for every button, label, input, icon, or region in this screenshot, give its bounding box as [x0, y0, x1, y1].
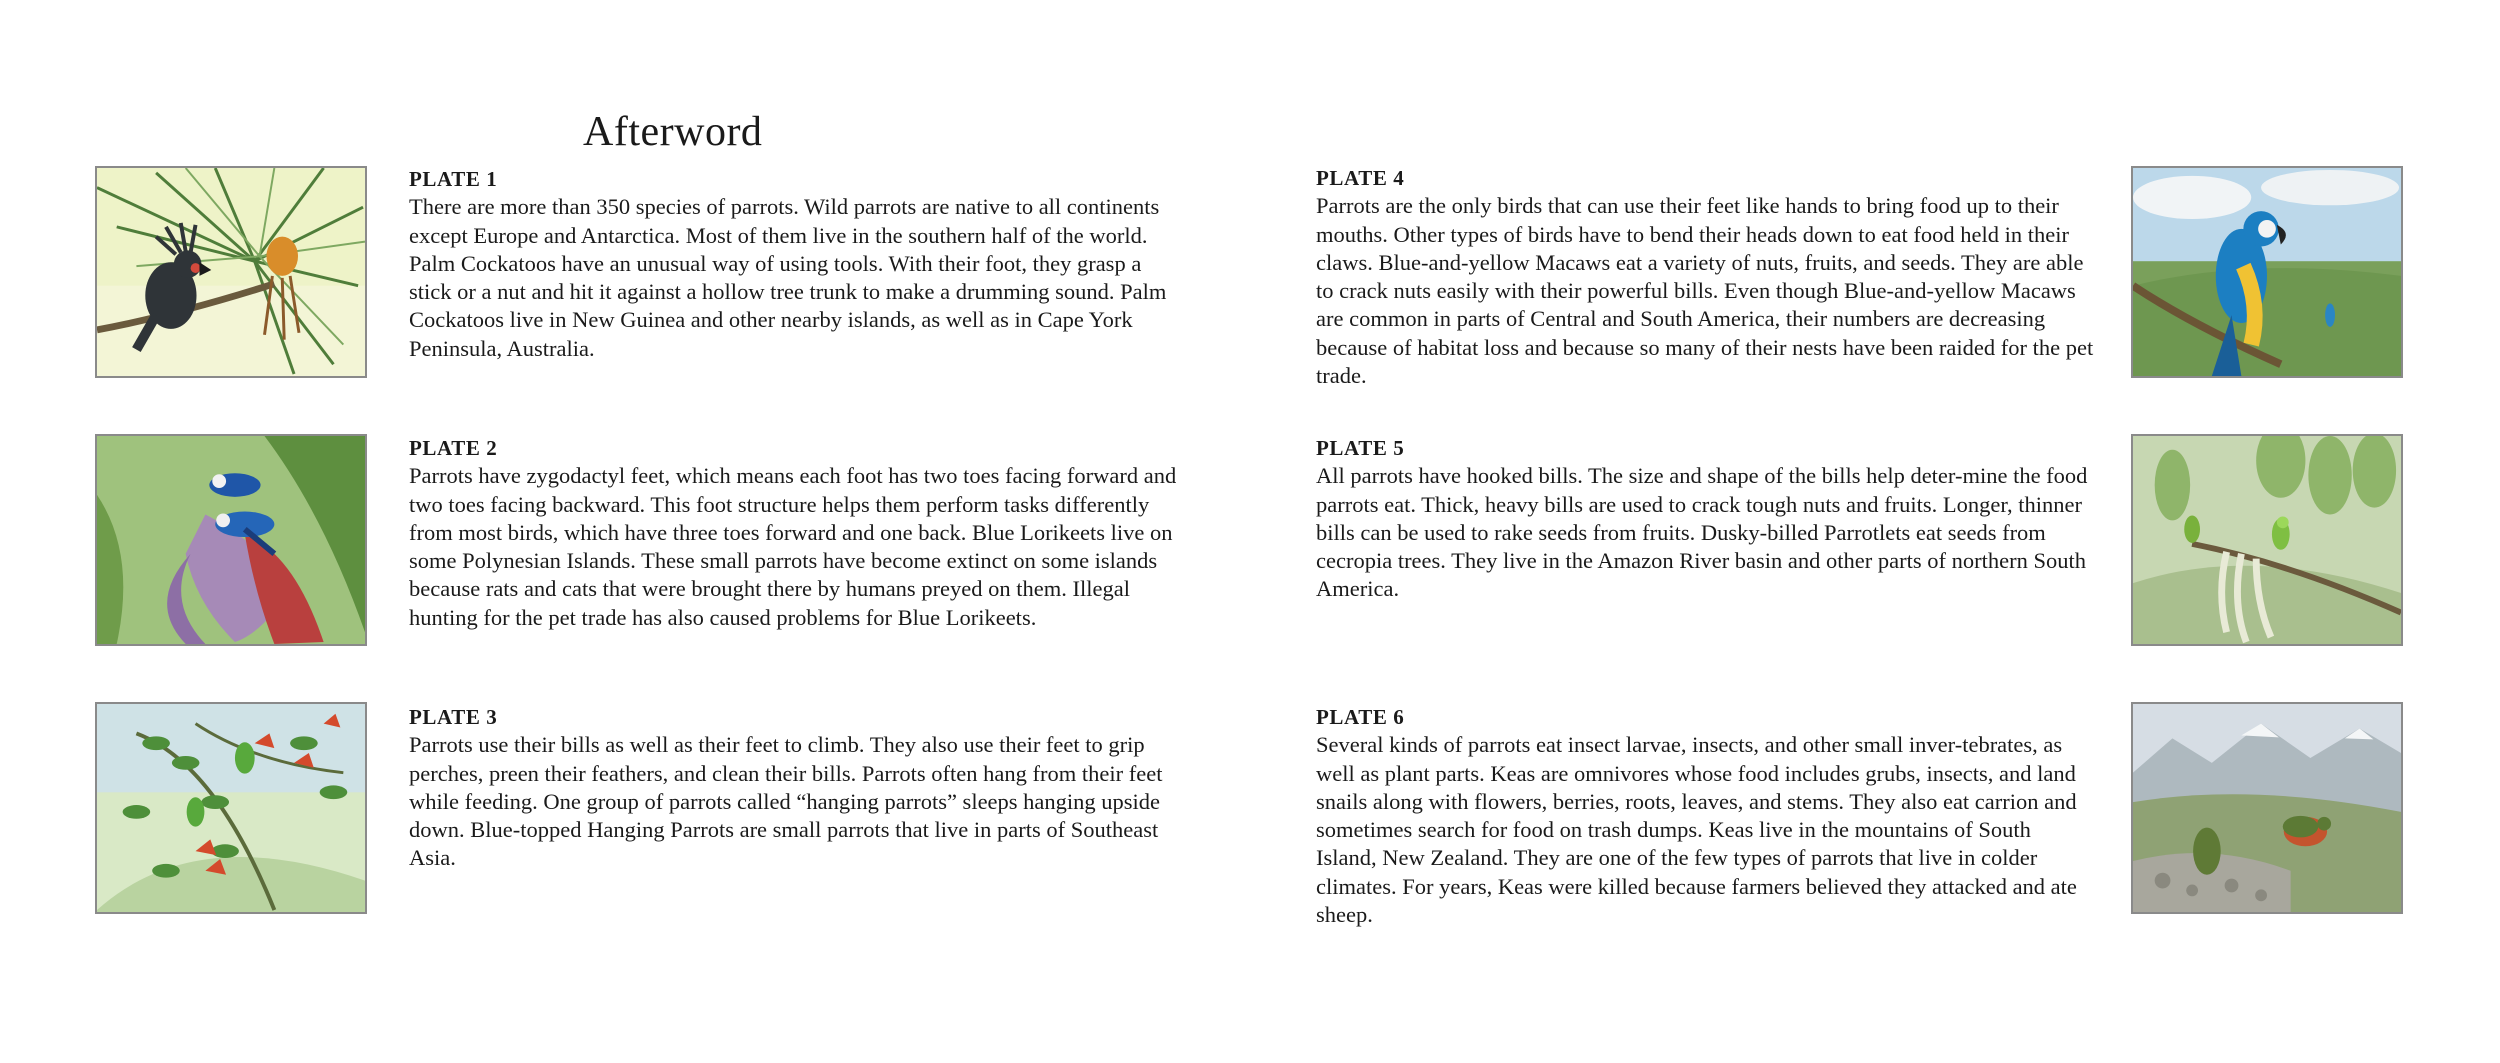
plate-heading: PLATE 3 — [409, 705, 498, 729]
plate-heading: PLATE 6 — [1316, 705, 1405, 729]
plate-heading: PLATE 4 — [1316, 166, 1405, 190]
hanging-parrot-illustration — [95, 702, 367, 914]
plate-5-text — [1316, 434, 2096, 604]
plate-description: There are more than 350 species of parrots. Wild parrots are native to all continents except Europe and Antarctica. Most of them live in the southern half of the world. Palm Cockatoos have an unusual way of using tools. With their foot, they grasp a stick or a nut and hit it against a hollow tree trunk to make a drumming sound. Palm Cockatoos live in New Guinea and other nearby islands, as well as in Cape York Peninsula, Australia. — [409, 194, 1167, 361]
plate-6-text — [1316, 703, 2096, 929]
macaw-illustration — [2131, 166, 2403, 378]
page-title: Afterword — [583, 109, 763, 156]
plate-heading: PLATE 2 — [409, 436, 498, 460]
plate-3-text — [409, 703, 1189, 873]
plate-2-text — [409, 434, 1189, 632]
blue-lorikeet-illustration — [95, 434, 367, 646]
plate-description: All parrots have hooked bills. The size and shape of the bills help deter-mine the food parrots eat. Thick, heavy bills are used to crack tough nuts and fruits. Longer, thinner bills can be used to rake seeds from fruits. Dusky-billed Parrotlets eat seeds from cecropia trees. They live in the Amazon River basin and other parts of northern South America. — [1316, 463, 2088, 602]
plate-4-text — [1316, 164, 2096, 390]
plate-1-text — [409, 165, 1189, 363]
parrotlet-illustration — [2131, 434, 2403, 646]
plate-heading: PLATE 1 — [409, 167, 498, 191]
plate-description: Several kinds of parrots eat insect larvae, insects, and other small inver-tebrates, as well as plant parts. Keas are omnivores whose food includes grubs, insects, and land snails along with flowers, berries, roots, leaves, and stems. They also eat carrion and sometimes search for food on trash dumps. Keas live in the mountains of South Island, New Zealand. They are one of the few types of parrots that live in colder climates. For years, Keas were killed because farmers believed they attacked and ate sheep. — [1316, 732, 2077, 928]
plate-description: Parrots use their bills as well as their feet to climb. They also use their feet to grip perches, preen their feathers, and clean their bills. Parrots often hang from their feet while feeding. One group of parrots called “hanging parrots” sleeps hanging upside down. Blue-topped Hanging Parrots are small parrots that live in parts of Southeast Asia. — [409, 732, 1163, 871]
plate-description: Parrots have zygodactyl feet, which means each foot has two toes facing forward and two toes facing backward. This foot structure helps them perform tasks differently from most birds, which have three toes forward and one back. Blue Lorikeets live on some Polynesian Islands. These small parrots have become extinct on some islands because rats and cats that were brought there by humans preyed on them. Illegal hunting for the pet trade has also caused problems for Blue Lorikeets. — [409, 463, 1177, 630]
kea-illustration — [2131, 702, 2403, 914]
plate-description: Parrots are the only birds that can use their feet like hands to bring food up to their mouths. Other types of birds have to bend their heads down to eat food held in their claws. Blue-and-yellow Macaws eat a variety of nuts, fruits, and seeds. They are able to crack nuts easily with their powerful bills. Even though Blue-and-yellow Macaws are common in parts of Central and South America, their numbers are decreasing because of habitat loss and because so many of their nests have been raided for the pet trade. — [1316, 193, 2094, 389]
plate-heading: PLATE 5 — [1316, 436, 1405, 460]
palm-cockatoo-illustration — [95, 166, 367, 378]
